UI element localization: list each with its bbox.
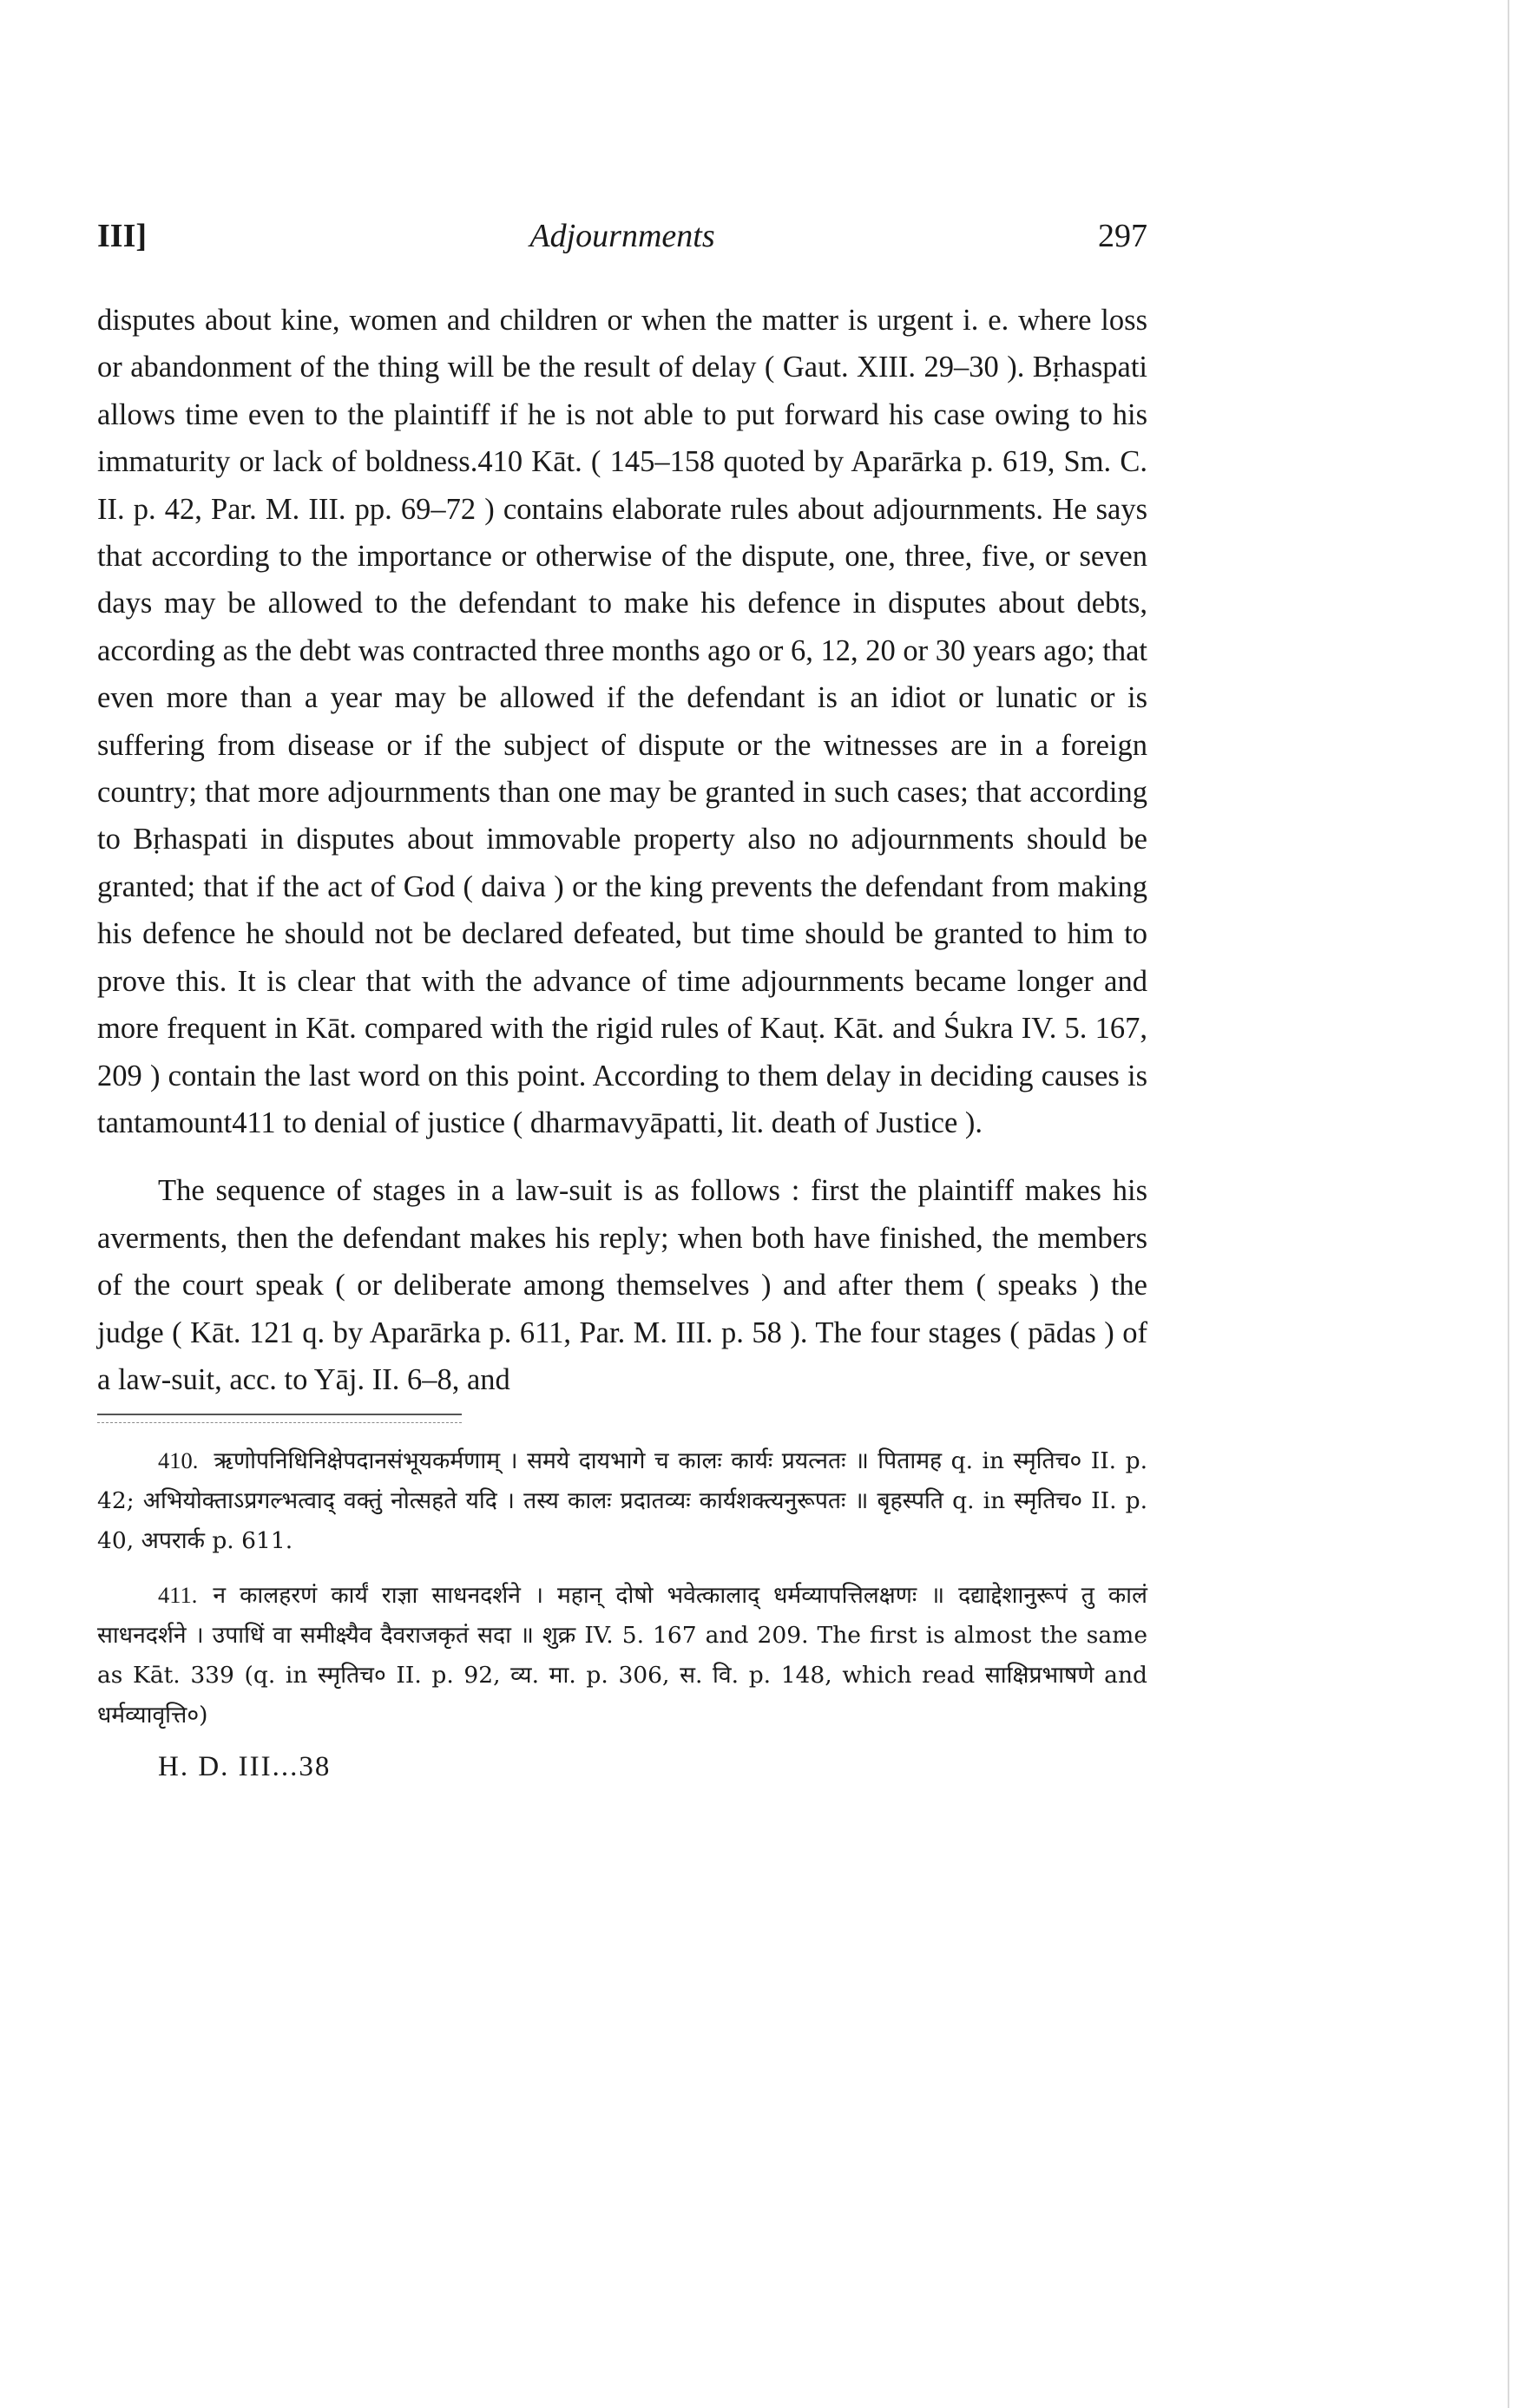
- page-edge-line: [1508, 0, 1509, 2408]
- footnote-410: [97, 1440, 1147, 1561]
- footnote-number: 410.: [158, 1447, 199, 1474]
- body-paragraph: The sequence of stages in a law-suit is as follows : first the plaintiff makes his averments, then the defendant makes his reply; when both have finished, the members of the court speak ( or deliberate among themselves ) and after them ( speaks ) the judge ( Kāt. 121 q. by Aparārka p. 611, Par. M. III. p. 58 ). The four stages ( pādas ) of a law-suit, acc. to Yāj. II. 6–8, and: [97, 1174, 1147, 1396]
- running-header: [97, 217, 1147, 269]
- footnote-text: ऋणोपनिधिनिक्षेपदानसंभूयकर्मणाम् । समये दायभागे च कालः कार्यः प्रयत्नतः ॥ पितामह q. in स्मृतिच० II. p. 42; अभियोक्ताऽप्रगल्भत्वाद् वक्तुं नोत्सहते यदि । तस्य कालः प्रदातव्यः कार्यशक्त्यनुरूपतः ॥ बृहस्पति q. in स्मृतिच० II. p. 40, अपरार्क p. 611.: [97, 1447, 1147, 1555]
- signature-mark: H. D. III...38: [158, 1751, 332, 1783]
- page-number: 297: [1098, 218, 1147, 254]
- running-title: Adjournments: [529, 218, 715, 254]
- main-text: [97, 297, 1147, 1403]
- book-page: [97, 217, 1147, 1783]
- section-number: III]: [97, 218, 148, 254]
- footnote-411: [97, 1575, 1147, 1735]
- footnote-text: न कालहरणं कार्यं राज्ञा साधनदर्शने । महान् दोषो भवेत्कालाद् धर्मव्यापत्तिलक्षणः ॥ दद्याद्देशानुरूपं तु कालं साधनदर्शने । उपाधिं वा समीक्ष्यैव दैवराजकृतं सदा ॥ शुक्र IV. 5. 167 and 209. The first is almost the same as Kāt. 339 (q. in स्मृतिच० II. p. 92, व्य. मा. p. 306, स. वि. p. 148, which read साक्षिप्रभाषणे and धर्मव्यावृत्ति०): [97, 1582, 1147, 1729]
- body-paragraph: disputes about kine, women and children or when the matter is urgent i. e. where loss or abandonment of the thing will be the result of delay ( Gaut. XIII. 29–30 ). Bṛhaspati allows time even to the plaintiff if he is not able to put forward his case owing to his immaturity or lack of boldness.410 Kāt. ( 145–158 quoted by Aparārka p. 619, Sm. C. II. p. 42, Par. M. III. pp. 69–72 ) contains elaborate rules about adjournments. He says that according to the importance or otherwise of the dispute, one, three, five, or seven days may be allowed to the defendant to make his defence in disputes about debts, according as the debt was contracted three months ago or 6, 12, 20 or 30 years ago; that even more than a year may be allowed if the defendant is an idiot or lunatic or is suffering from disease or if the subject of dispute or the witnesses are in a foreign country; that more adjournments than one may be granted in such cases; that according to Bṛhaspati in disputes about immovable property also no adjournments should be granted; that if the act of God ( daiva ) or the king prevents the defendant from making his defence he should not be declared defeated, but time should be granted to him to prove this. It is clear that with the advance of time adjournments became longer and more frequent in Kāt. compared with the rigid rules of Kauṭ. Kāt. and Śukra IV. 5. 167, 209 ) contain the last word on this point. According to them delay in deciding causes is tantamount411 to denial of justice ( dharmavyāpatti, lit. death of Justice ).: [97, 304, 1147, 1139]
- footnote-number: 411.: [158, 1582, 198, 1609]
- footnote-separator: [97, 1414, 462, 1423]
- footnotes: [97, 1440, 1147, 1735]
